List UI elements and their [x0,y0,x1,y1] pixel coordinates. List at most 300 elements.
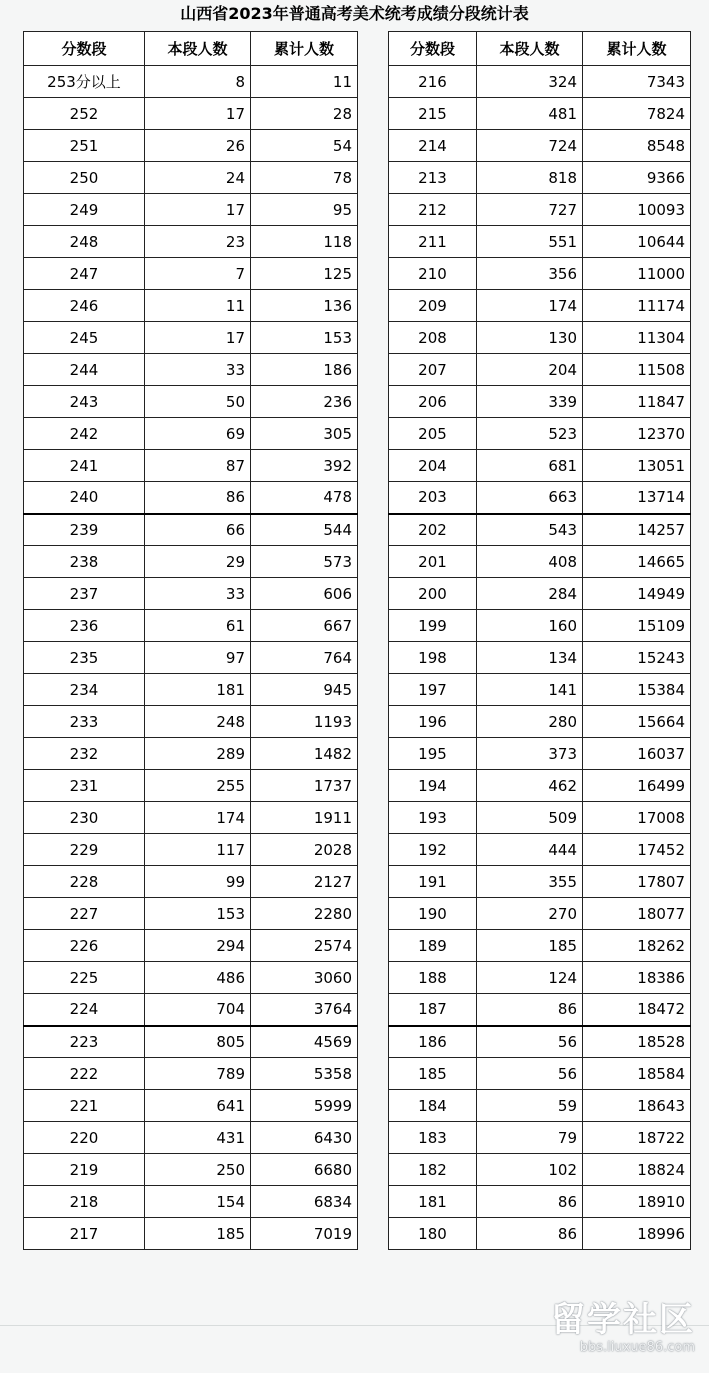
table-row [24,1090,358,1122]
cell-segment-count: 204 [477,354,583,386]
table-row [24,898,358,930]
table-row [389,866,691,898]
cell-cumulative-count: 5358 [251,1058,358,1090]
cell-cumulative-count: 11174 [583,290,691,322]
cell-cumulative-count: 6430 [251,1122,358,1154]
cell-segment-count: 663 [477,482,583,514]
cell-score-range: 247 [24,258,145,290]
cell-segment-count: 462 [477,770,583,802]
cell-score-range: 202 [389,514,477,546]
cell-score-range: 228 [24,866,145,898]
cell-cumulative-count: 14257 [583,514,691,546]
cell-cumulative-count: 573 [251,546,358,578]
cell-score-range: 225 [24,962,145,994]
cell-score-range: 224 [24,994,145,1026]
cell-cumulative-count: 945 [251,674,358,706]
table-row [24,162,358,194]
table-row [389,930,691,962]
cell-score-range: 226 [24,930,145,962]
cell-score-range: 215 [389,98,477,130]
table-row [389,578,691,610]
table-row [389,130,691,162]
cell-score-range: 207 [389,354,477,386]
table-row [24,642,358,674]
cell-score-range: 223 [24,1026,145,1058]
cell-score-range: 210 [389,258,477,290]
cell-cumulative-count: 15384 [583,674,691,706]
cell-score-range: 186 [389,1026,477,1058]
table-row [24,1186,358,1218]
cell-segment-count: 124 [477,962,583,994]
cell-cumulative-count: 28 [251,98,358,130]
cell-score-range: 194 [389,770,477,802]
cell-segment-count: 270 [477,898,583,930]
cell-segment-count: 805 [145,1026,251,1058]
cell-cumulative-count: 18824 [583,1154,691,1186]
header-score-range: 分数段 [389,32,477,66]
cell-cumulative-count: 15664 [583,706,691,738]
cell-segment-count: 284 [477,578,583,610]
cell-segment-count: 117 [145,834,251,866]
cell-cumulative-count: 2127 [251,866,358,898]
cell-segment-count: 339 [477,386,583,418]
cell-cumulative-count: 18472 [583,994,691,1026]
cell-score-range: 230 [24,802,145,834]
cell-cumulative-count: 7343 [583,66,691,98]
table-row [389,1154,691,1186]
cell-cumulative-count: 11000 [583,258,691,290]
cell-segment-count: 86 [477,1186,583,1218]
cell-cumulative-count: 15243 [583,642,691,674]
cell-score-range: 249 [24,194,145,226]
table-row [389,546,691,578]
cell-segment-count: 86 [477,1218,583,1250]
cell-segment-count: 86 [477,994,583,1026]
cell-cumulative-count: 1482 [251,738,358,770]
table-row [24,770,358,802]
cell-segment-count: 289 [145,738,251,770]
cell-score-range: 181 [389,1186,477,1218]
cell-cumulative-count: 153 [251,322,358,354]
cell-segment-count: 50 [145,386,251,418]
cell-score-range: 248 [24,226,145,258]
cell-cumulative-count: 136 [251,290,358,322]
cell-cumulative-count: 18386 [583,962,691,994]
cell-score-range: 203 [389,482,477,514]
watermark-logo [551,1300,695,1356]
cell-segment-count: 174 [477,290,583,322]
cell-segment-count: 789 [145,1058,251,1090]
table-row [24,706,358,738]
table-row [24,1218,358,1250]
cell-score-range: 212 [389,194,477,226]
cell-segment-count: 11 [145,290,251,322]
cell-score-range: 189 [389,930,477,962]
cell-cumulative-count: 17452 [583,834,691,866]
cell-cumulative-count: 7824 [583,98,691,130]
cell-score-range: 220 [24,1122,145,1154]
table-row [24,258,358,290]
cell-cumulative-count: 18528 [583,1026,691,1058]
cell-cumulative-count: 667 [251,610,358,642]
table-row [24,66,358,98]
cell-score-range: 187 [389,994,477,1026]
table-row [389,226,691,258]
table-row [24,482,358,514]
cell-segment-count: 160 [477,610,583,642]
cell-segment-count: 174 [145,802,251,834]
table-row [389,1186,691,1218]
header-segment-count: 本段人数 [145,32,251,66]
table-row [389,962,691,994]
cell-segment-count: 543 [477,514,583,546]
cell-score-range: 201 [389,546,477,578]
cell-score-range: 251 [24,130,145,162]
table-row [24,194,358,226]
header-cumulative-count: 累计人数 [251,32,358,66]
table-row [389,642,691,674]
cell-score-range: 191 [389,866,477,898]
cell-cumulative-count: 478 [251,482,358,514]
cell-segment-count: 134 [477,642,583,674]
cell-cumulative-count: 764 [251,642,358,674]
cell-cumulative-count: 8548 [583,130,691,162]
cell-segment-count: 250 [145,1154,251,1186]
cell-segment-count: 523 [477,418,583,450]
cell-segment-count: 154 [145,1186,251,1218]
table-row [389,354,691,386]
cell-segment-count: 181 [145,674,251,706]
cell-cumulative-count: 2280 [251,898,358,930]
cell-score-range: 184 [389,1090,477,1122]
cell-score-range: 199 [389,610,477,642]
cell-score-range: 196 [389,706,477,738]
cell-cumulative-count: 12370 [583,418,691,450]
cell-cumulative-count: 1193 [251,706,358,738]
cell-segment-count: 294 [145,930,251,962]
cell-segment-count: 486 [145,962,251,994]
cell-cumulative-count: 3060 [251,962,358,994]
table-row [24,866,358,898]
cell-score-range: 236 [24,610,145,642]
table-row [24,802,358,834]
cell-cumulative-count: 16037 [583,738,691,770]
cell-segment-count: 86 [145,482,251,514]
cell-segment-count: 141 [477,674,583,706]
cell-cumulative-count: 11304 [583,322,691,354]
cell-cumulative-count: 18910 [583,1186,691,1218]
cell-cumulative-count: 11508 [583,354,691,386]
cell-cumulative-count: 544 [251,514,358,546]
cell-segment-count: 130 [477,322,583,354]
cell-score-range: 245 [24,322,145,354]
cell-score-range: 198 [389,642,477,674]
cell-score-range: 206 [389,386,477,418]
cell-cumulative-count: 17008 [583,802,691,834]
table-row [24,994,358,1026]
cell-segment-count: 17 [145,322,251,354]
cell-score-range: 204 [389,450,477,482]
cell-segment-count: 8 [145,66,251,98]
table-row [24,834,358,866]
table-row [389,802,691,834]
watermark-text: 留学社区 [551,1300,695,1340]
cell-cumulative-count: 6834 [251,1186,358,1218]
watermark-url: bbs.liuxue86.com [579,1340,695,1355]
table-row [389,674,691,706]
cell-segment-count: 373 [477,738,583,770]
cell-cumulative-count: 18262 [583,930,691,962]
cell-segment-count: 727 [477,194,583,226]
cell-segment-count: 681 [477,450,583,482]
cell-segment-count: 255 [145,770,251,802]
cell-segment-count: 56 [477,1058,583,1090]
cell-segment-count: 818 [477,162,583,194]
cell-score-range: 242 [24,418,145,450]
cell-segment-count: 185 [477,930,583,962]
cell-score-range: 190 [389,898,477,930]
cell-cumulative-count: 125 [251,258,358,290]
cell-cumulative-count: 186 [251,354,358,386]
table-header-row [24,32,358,66]
cell-segment-count: 24 [145,162,251,194]
cell-segment-count: 56 [477,1026,583,1058]
cell-segment-count: 87 [145,450,251,482]
cell-score-range: 221 [24,1090,145,1122]
cell-score-range: 180 [389,1218,477,1250]
cell-segment-count: 61 [145,610,251,642]
table-row [389,322,691,354]
cell-segment-count: 66 [145,514,251,546]
cell-segment-count: 724 [477,130,583,162]
cell-segment-count: 431 [145,1122,251,1154]
table-row [24,418,358,450]
cell-score-range: 197 [389,674,477,706]
cell-score-range: 208 [389,322,477,354]
cell-segment-count: 99 [145,866,251,898]
cell-score-range: 237 [24,578,145,610]
table-row [389,738,691,770]
cell-cumulative-count: 11847 [583,386,691,418]
cell-segment-count: 641 [145,1090,251,1122]
cell-score-range: 185 [389,1058,477,1090]
cell-cumulative-count: 236 [251,386,358,418]
cell-score-range: 240 [24,482,145,514]
cell-segment-count: 33 [145,354,251,386]
cell-score-range: 239 [24,514,145,546]
table-row [389,898,691,930]
cell-score-range: 209 [389,290,477,322]
table-row [24,962,358,994]
cell-cumulative-count: 305 [251,418,358,450]
cell-cumulative-count: 7019 [251,1218,358,1250]
table-row [389,1218,691,1250]
cell-score-range: 182 [389,1154,477,1186]
table-row [389,450,691,482]
table-row [389,994,691,1026]
score-table-right [388,31,691,1250]
table-row [24,130,358,162]
cell-cumulative-count: 2028 [251,834,358,866]
cell-cumulative-count: 16499 [583,770,691,802]
cell-cumulative-count: 18077 [583,898,691,930]
table-row [389,386,691,418]
table-row [389,834,691,866]
cell-cumulative-count: 95 [251,194,358,226]
cell-score-range: 241 [24,450,145,482]
cell-segment-count: 444 [477,834,583,866]
table-row [389,258,691,290]
cell-segment-count: 355 [477,866,583,898]
cell-cumulative-count: 18722 [583,1122,691,1154]
header-score-range: 分数段 [24,32,145,66]
cell-cumulative-count: 18996 [583,1218,691,1250]
table-row [24,226,358,258]
table-row [389,1026,691,1058]
table-row [389,610,691,642]
cell-segment-count: 509 [477,802,583,834]
cell-score-range: 188 [389,962,477,994]
cell-cumulative-count: 6680 [251,1154,358,1186]
cell-cumulative-count: 9366 [583,162,691,194]
table-row [389,162,691,194]
table-row [24,386,358,418]
cell-score-range: 246 [24,290,145,322]
cell-score-range: 235 [24,642,145,674]
cell-score-range: 211 [389,226,477,258]
table-row [24,1026,358,1058]
table-row [389,482,691,514]
cell-cumulative-count: 11 [251,66,358,98]
table-row [24,578,358,610]
cell-score-range: 183 [389,1122,477,1154]
cell-segment-count: 356 [477,258,583,290]
table-row [389,194,691,226]
cell-score-range: 231 [24,770,145,802]
cell-segment-count: 185 [145,1218,251,1250]
cell-score-range: 217 [24,1218,145,1250]
cell-segment-count: 17 [145,98,251,130]
table-row [24,930,358,962]
cell-score-range: 213 [389,162,477,194]
table-row [24,1122,358,1154]
cell-cumulative-count: 17807 [583,866,691,898]
cell-cumulative-count: 5999 [251,1090,358,1122]
cell-segment-count: 7 [145,258,251,290]
cell-score-range: 252 [24,98,145,130]
cell-segment-count: 17 [145,194,251,226]
cell-score-range: 214 [389,130,477,162]
cell-score-range: 229 [24,834,145,866]
cell-segment-count: 33 [145,578,251,610]
table-row [24,1058,358,1090]
cell-score-range: 195 [389,738,477,770]
cell-cumulative-count: 392 [251,450,358,482]
cell-score-range: 219 [24,1154,145,1186]
cell-cumulative-count: 10093 [583,194,691,226]
cell-score-range: 193 [389,802,477,834]
cell-score-range: 244 [24,354,145,386]
table-row [389,770,691,802]
cell-segment-count: 248 [145,706,251,738]
cell-score-range: 200 [389,578,477,610]
cell-segment-count: 551 [477,226,583,258]
cell-score-range: 250 [24,162,145,194]
table-row [24,1154,358,1186]
cell-segment-count: 324 [477,66,583,98]
cell-segment-count: 280 [477,706,583,738]
table-row [24,514,358,546]
header-cumulative-count: 累计人数 [583,32,691,66]
cell-score-range: 218 [24,1186,145,1218]
table-row [389,514,691,546]
table-row [24,450,358,482]
cell-segment-count: 481 [477,98,583,130]
cell-cumulative-count: 10644 [583,226,691,258]
cell-cumulative-count: 3764 [251,994,358,1026]
cell-score-range: 205 [389,418,477,450]
cell-cumulative-count: 18584 [583,1058,691,1090]
table-row [24,322,358,354]
cell-segment-count: 69 [145,418,251,450]
cell-cumulative-count: 2574 [251,930,358,962]
cell-segment-count: 704 [145,994,251,1026]
table-row [389,1090,691,1122]
cell-cumulative-count: 118 [251,226,358,258]
cell-score-range: 216 [389,66,477,98]
header-segment-count: 本段人数 [477,32,583,66]
cell-score-range: 253分以上 [24,66,145,98]
cell-segment-count: 26 [145,130,251,162]
cell-segment-count: 153 [145,898,251,930]
table-row [389,98,691,130]
cell-score-range: 233 [24,706,145,738]
cell-cumulative-count: 14949 [583,578,691,610]
table-row [24,610,358,642]
table-row [24,354,358,386]
score-table-left [23,31,358,1250]
table-row [24,546,358,578]
cell-score-range: 234 [24,674,145,706]
cell-segment-count: 79 [477,1122,583,1154]
table-row [24,290,358,322]
cell-cumulative-count: 18643 [583,1090,691,1122]
cell-segment-count: 29 [145,546,251,578]
table-row [389,1122,691,1154]
table-row [389,706,691,738]
table-row [24,738,358,770]
cell-cumulative-count: 4569 [251,1026,358,1058]
cell-segment-count: 408 [477,546,583,578]
cell-score-range: 243 [24,386,145,418]
cell-score-range: 192 [389,834,477,866]
cell-score-range: 232 [24,738,145,770]
table-row [24,98,358,130]
cell-cumulative-count: 1911 [251,802,358,834]
cell-segment-count: 97 [145,642,251,674]
cell-cumulative-count: 606 [251,578,358,610]
cell-score-range: 227 [24,898,145,930]
cell-score-range: 222 [24,1058,145,1090]
table-row [389,1058,691,1090]
cell-cumulative-count: 13714 [583,482,691,514]
table-row [389,290,691,322]
cell-cumulative-count: 13051 [583,450,691,482]
cell-segment-count: 23 [145,226,251,258]
cell-cumulative-count: 14665 [583,546,691,578]
cell-segment-count: 102 [477,1154,583,1186]
cell-score-range: 238 [24,546,145,578]
